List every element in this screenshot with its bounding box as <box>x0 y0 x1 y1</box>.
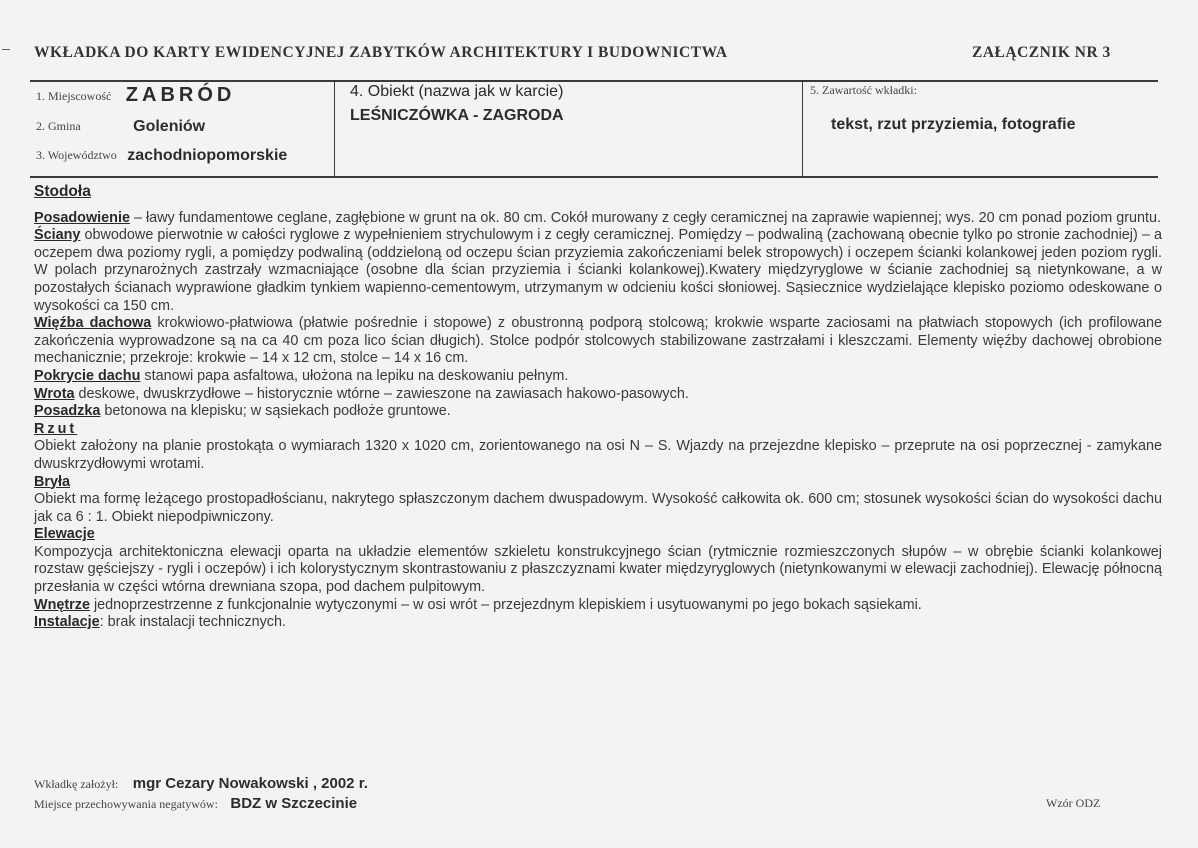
text-walls: obwodowe pierwotnie w całości ryglowe z wypełnieniem strychulowym i z cegły ceramicznej. Pomiędzy – podwaliną (zachowaną obecnie tylko po stronie zachodniej) – a oczepem dwa poziomy rygli, a pomiędzy podwaliną (oddzieloną od oczepu ścian przyziemia zakończeniami belek stropowych) i oczepem ścianki kolankowej jeden poziom rygli. W polach przynarożnych zastrzały wzmacniające (osobne dla ścian przyziemia i ścianki kolankowej).Kwatery międzyryglowe w ścianie zachodniej są nietynkowane, a w pozostałych ścianach wyprawione gładkim tynkiem wapienno-cementowym, utrzymanym w odcieniu kości słoniowej. Sąsiecznice wydzielające klepisko poziomo odeskowane o wysokości ca 150 cm. <box>34 227 1162 314</box>
storage-label: Miejsce przechowywania negatywów: <box>34 797 218 811</box>
text-plan: Obiekt założony na planie prostokąta o wymiarach 1320 x 1020 cm, zorientowanego na osi N – S. Wjazdy na przejezdne klepisko – przeprute na osi poprzecznej - zamykane dwuskrzydłowymi wrotami. <box>34 438 1162 472</box>
contents-value: tekst, rzut przyziemia, fotografie <box>831 116 1076 133</box>
storage-row <box>34 795 357 813</box>
heading-floor: Posadzka <box>34 403 101 420</box>
edge-mark: – <box>2 40 10 56</box>
attachment-number: ZAŁĄCZNIK NR 3 <box>972 44 1111 61</box>
heading-roofing: Pokrycie dachu <box>34 367 141 384</box>
text-elevations: Kompozycja architektoniczna elewacji oparta na układzie elementów szkieletu konstrukcyjnego ścian (rytmicznie rozmieszczonych słupów – w obrębie ścianki kolankowej rozstaw gęściejszy - rygli i oczepów) i ich kolorystycznym skontrastowaniu z płaszczyznami kwater międzyryglowych (nietynkowanymi w elewacji zachodniej). Elewację północną przesłania w części wtórna drewniana szopa, pod dachem pulpitowym. <box>34 543 1162 596</box>
commune-row <box>36 117 205 135</box>
commune-label: 2. Gmina <box>36 119 81 133</box>
locality-value: ZABRÓD <box>125 84 236 106</box>
text-foundation: – ławy fundamentowe ceglane, zagłębione w grunt na ok. 80 cm. Cokół murowany z cegły ceramicznej na zaprawie wapiennej; wys. 20 cm ponad poziom gruntu. <box>129 209 1162 226</box>
author-row <box>34 775 368 793</box>
voivodeship-label: 3. Województwo <box>36 148 117 162</box>
info-column-divider-2 <box>802 80 803 176</box>
object-value: LEŚNICZÓWKA - ZAGRODA <box>350 107 564 124</box>
text-installations: : brak instalacji technicznych. <box>99 614 286 631</box>
author-value: mgr Cezary Nowakowski , 2002 r. <box>132 775 368 792</box>
text-floor: betonowa na klepisku; w sąsiekach podłoże gruntowe. <box>100 403 451 420</box>
section-title: Stodoła <box>34 183 91 200</box>
object-label: 4. Obiekt (nazwa jak w karcie) <box>350 83 564 100</box>
voivodeship-row <box>36 146 287 164</box>
template-code: Wzór ODZ <box>1046 796 1101 810</box>
heading-installations: Instalacje <box>34 614 100 631</box>
text-roof-truss: krokwiowo-płatwiowa (płatwie pośrednie i stopowe) z obustronną podporą stolcową; krokwie wsparte zaciosami na płatwiach stopowych (ich profilowane zakończenia wyprowadzone są na ca 40 cm poza lico ścian długich). Stolce podpór stolcowych stabilizowane zastrzałami i kleszczami. Elementy więźby dachowej obrobione mechanicznie; przekroje: krokwie – 14 x 12 cm, stolce – 14 x 16 cm. <box>34 315 1162 367</box>
heading-gates: Wrota <box>34 385 75 402</box>
info-bottom-rule <box>30 176 1158 178</box>
text-form: Obiekt ma formę leżącego prostopadłościanu, nakrytego spłaszczonym dachem dwuspadowym. Wysokość całkowita ok. 600 cm; stosunek wysokości ścian do wysokości dachu jak ca 6 : 1. Obiekt niepodpiwniczony. <box>34 491 1162 525</box>
header-rule <box>30 80 1158 82</box>
heading-roof-truss: Więźba dachowa <box>34 315 152 332</box>
text-roofing: stanowi papa asfaltowa, ułożona na lepiku na deskowaniu pełnym. <box>140 367 569 384</box>
author-label: Wkładkę założył: <box>34 777 119 791</box>
locality-row <box>36 83 235 106</box>
contents-label: 5. Zawartość wkładki: <box>810 83 917 97</box>
heading-form: Bryła <box>34 473 70 490</box>
locality-label: 1. Miejscowość <box>36 89 112 103</box>
voivodeship-value: zachodniopomorskie <box>127 147 288 164</box>
heading-foundation: Posadowienie <box>34 209 130 226</box>
info-column-divider-1 <box>334 80 335 176</box>
heading-interior: Wnętrze <box>34 596 90 613</box>
commune-value: Goleniów <box>133 118 206 135</box>
heading-elevations: Elewacje <box>34 526 95 543</box>
text-gates: deskowe, dwuskrzydłowe – historycznie wtórne – zawieszone na zawiasach hakowo-pasowych. <box>74 385 689 402</box>
heading-plan: Rzut <box>34 420 78 437</box>
storage-value: BDZ w Szczecinie <box>230 795 358 812</box>
document-title: WKŁADKA DO KARTY EWIDENCYJNEJ ZABYTKÓW ARCHITEKTURY I BUDOWNICTWA <box>34 44 728 61</box>
heading-walls: Ściany <box>34 227 81 244</box>
description-body <box>34 183 1162 632</box>
text-interior: jednoprzestrzenne z funkcjonalnie wytyczonymi – w osi wrót – przejezdnym klepiskiem i usytuowanymi po jego bokach sąsiekami. <box>89 596 922 613</box>
